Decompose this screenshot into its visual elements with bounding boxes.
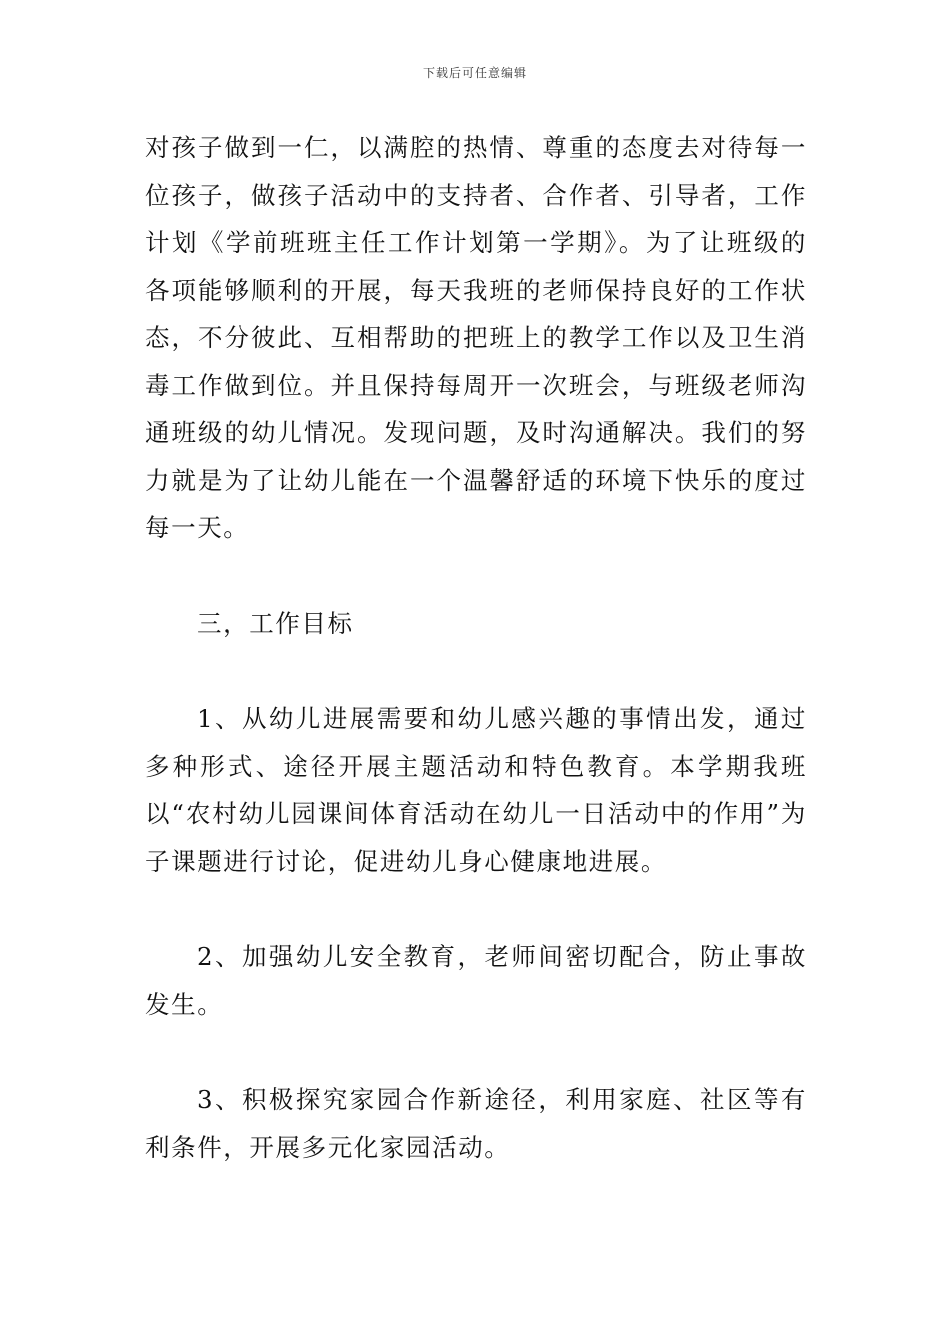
paragraph-spacer [145,1028,807,1076]
document-body [145,124,807,1171]
paragraph-intro: 对孩子做到一仁，以满腔的热情、尊重的态度去对待每一位孩子，做孩子活动中的支持者、合作者、引导者，工作计划《学前班班主任工作计划第一学期》。为了让班级的各项能够顺利的开展，每天我班的老师保持良好的工作状态，不分彼此、互相帮助的把班上的教学工作以及卫生消毒工作做到位。并且保持每周开一次班会，与班级老师沟通班级的幼儿情况。发现问题，及时沟通解决。我们的努力就是为了让幼儿能在一个温馨舒适的环境下快乐的度过每一天。 [145,133,807,542]
page-header: 下载后可任意编辑 [422,66,527,80]
goal-item-1: 1、从幼儿进展需要和幼儿感兴趣的事情出发，通过多种形式、途径开展主题活动和特色教育。本学期我班以“农村幼儿园课间体育活动在幼儿一日活动中的作用”为子课题进行讨论，促进幼儿身心健康地进展。 [145,704,807,876]
paragraph-spacer [145,552,807,600]
paragraph-spacer [145,885,807,933]
paragraph-spacer [145,647,807,695]
goal-item-2: 2、加强幼儿安全教育，老师间密切配合，防止事故发生。 [145,942,807,1019]
section-heading: 三，工作目标 [197,608,354,638]
goal-item-3: 3、积极探究家园合作新途径，利用家庭、社区等有利条件，开展多元化家园活动。 [145,1085,807,1162]
